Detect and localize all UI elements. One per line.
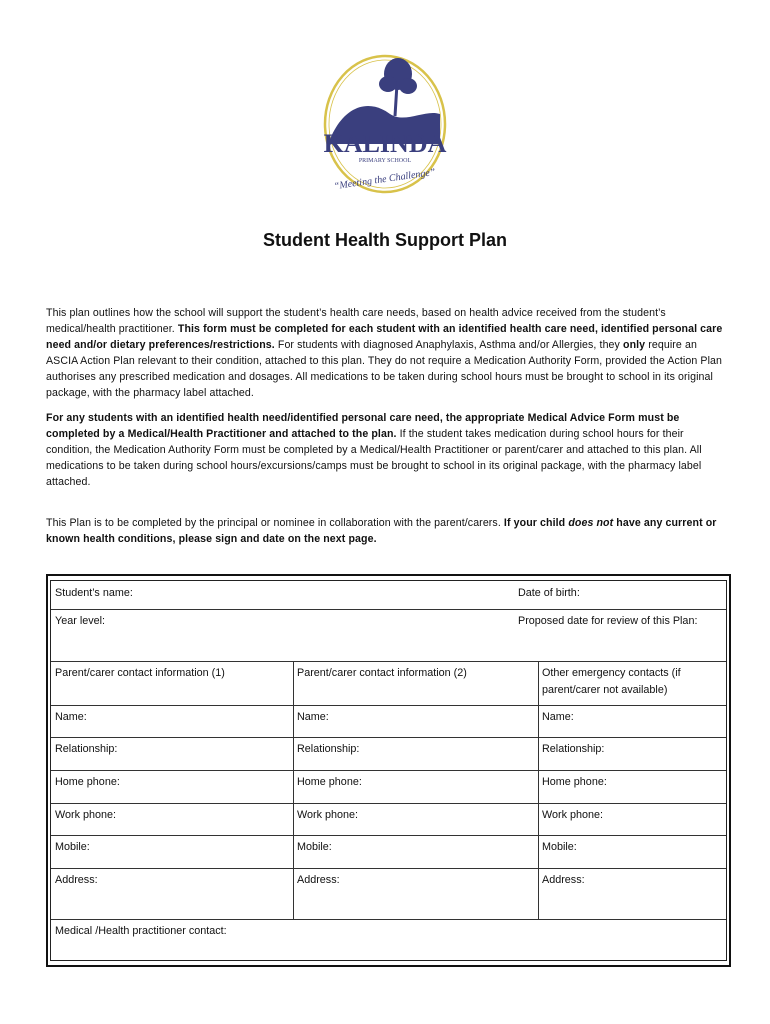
form-table — [50, 580, 727, 961]
p1-text: For students with diagnosed Anaphylaxis, Asthma and/or Allergies, they — [274, 339, 623, 351]
address-field-2[interactable]: Address: — [297, 874, 340, 886]
mobile-field-2[interactable]: Mobile: — [297, 841, 332, 853]
p3-bold: If your child — [503, 517, 569, 529]
p3-bold-italic: does not — [568, 517, 614, 529]
year-level-field[interactable]: Year level: — [55, 615, 106, 627]
p3-bold: have any current or known health conditions, please sign and date on the next page. — [46, 517, 717, 545]
work-phone-field-3[interactable]: Work phone: — [542, 809, 604, 821]
health-form — [46, 574, 731, 967]
logo-subtitle: PRIMARY SCHOOL — [358, 158, 412, 164]
p1-bold-requirement: This form must be completed for each student with an identified health care need, identified personal care need and/or dietary preferences/restrictions. — [46, 323, 723, 351]
dob-field[interactable]: Date of birth: — [518, 587, 580, 599]
practitioner-contact-field[interactable]: Medical /Health practitioner contact: — [55, 925, 227, 937]
mobile-field-1[interactable]: Mobile: — [55, 841, 90, 853]
intro-paragraph-2 — [46, 410, 726, 490]
p2-text: If the student takes medication during school hours for their condition, the Medication Authority Form must be completed by a Medical/Health Practitioner or parent/carer and attached to this plan. All medications to be taken during school hours/excursions/camps must be brought to school in its original package, with the pharmacy label attached. — [46, 428, 702, 488]
home-phone-field-3[interactable]: Home phone: — [542, 776, 607, 788]
p3-text: This Plan is to be completed by the principal or nominee in collaboration with the parent/carers. — [46, 517, 504, 529]
name-field-2[interactable]: Name: — [297, 711, 329, 723]
home-phone-field-2[interactable]: Home phone: — [297, 776, 362, 788]
mobile-field-3[interactable]: Mobile: — [542, 841, 577, 853]
column-header-parent-2: Parent/carer contact information (2) — [297, 667, 467, 679]
p2-bold: For any students with an identified health need/identified personal care need, the appropriate Medical Advice Form must be completed by a Medical/Health Practitioner and attached to the plan. — [46, 412, 680, 440]
relationship-field-1[interactable]: Relationship: — [55, 743, 118, 755]
relationship-field-3[interactable]: Relationship: — [542, 743, 605, 755]
address-field-3[interactable]: Address: — [542, 874, 585, 886]
name-field-1[interactable]: Name: — [55, 711, 87, 723]
p1-bold-only: only — [623, 339, 646, 351]
work-phone-field-1[interactable]: Work phone: — [55, 809, 117, 821]
p1-text: This plan outlines how the school will support the student’s health care needs, based on health advice received from the student’s medical/health practitioner. — [46, 307, 666, 335]
student-name-field[interactable]: Student’s name: — [55, 587, 133, 599]
work-phone-field-2[interactable]: Work phone: — [297, 809, 359, 821]
intro-paragraph-3 — [46, 515, 726, 547]
logo-name: KALINDA — [323, 129, 447, 158]
intro-paragraph-1 — [46, 305, 726, 401]
column-header-emergency: Other emergency contacts (if parent/carer not available) — [542, 667, 681, 696]
school-logo — [300, 44, 470, 202]
relationship-field-2[interactable]: Relationship: — [297, 743, 360, 755]
p1-text: require an ASCIA Action Plan relevant to their condition, attached to this plan. They do not require a Medication Authority Form, provided the Action Plan authorises any prescribed medication and dosages. All medications to be taken during school hours must be brought to school in its original package, with the pharmacy label attached. — [46, 339, 723, 399]
column-header-parent-1: Parent/carer contact information (1) — [55, 667, 225, 679]
home-phone-field-1[interactable]: Home phone: — [55, 776, 120, 788]
review-date-field[interactable]: Proposed date for review of this Plan: — [518, 615, 698, 627]
logo-motto: “Meeting the Challenge” — [333, 166, 437, 193]
address-field-1[interactable]: Address: — [55, 874, 98, 886]
name-field-3[interactable]: Name: — [542, 711, 574, 723]
page-title: Student Health Support Plan — [262, 230, 507, 250]
